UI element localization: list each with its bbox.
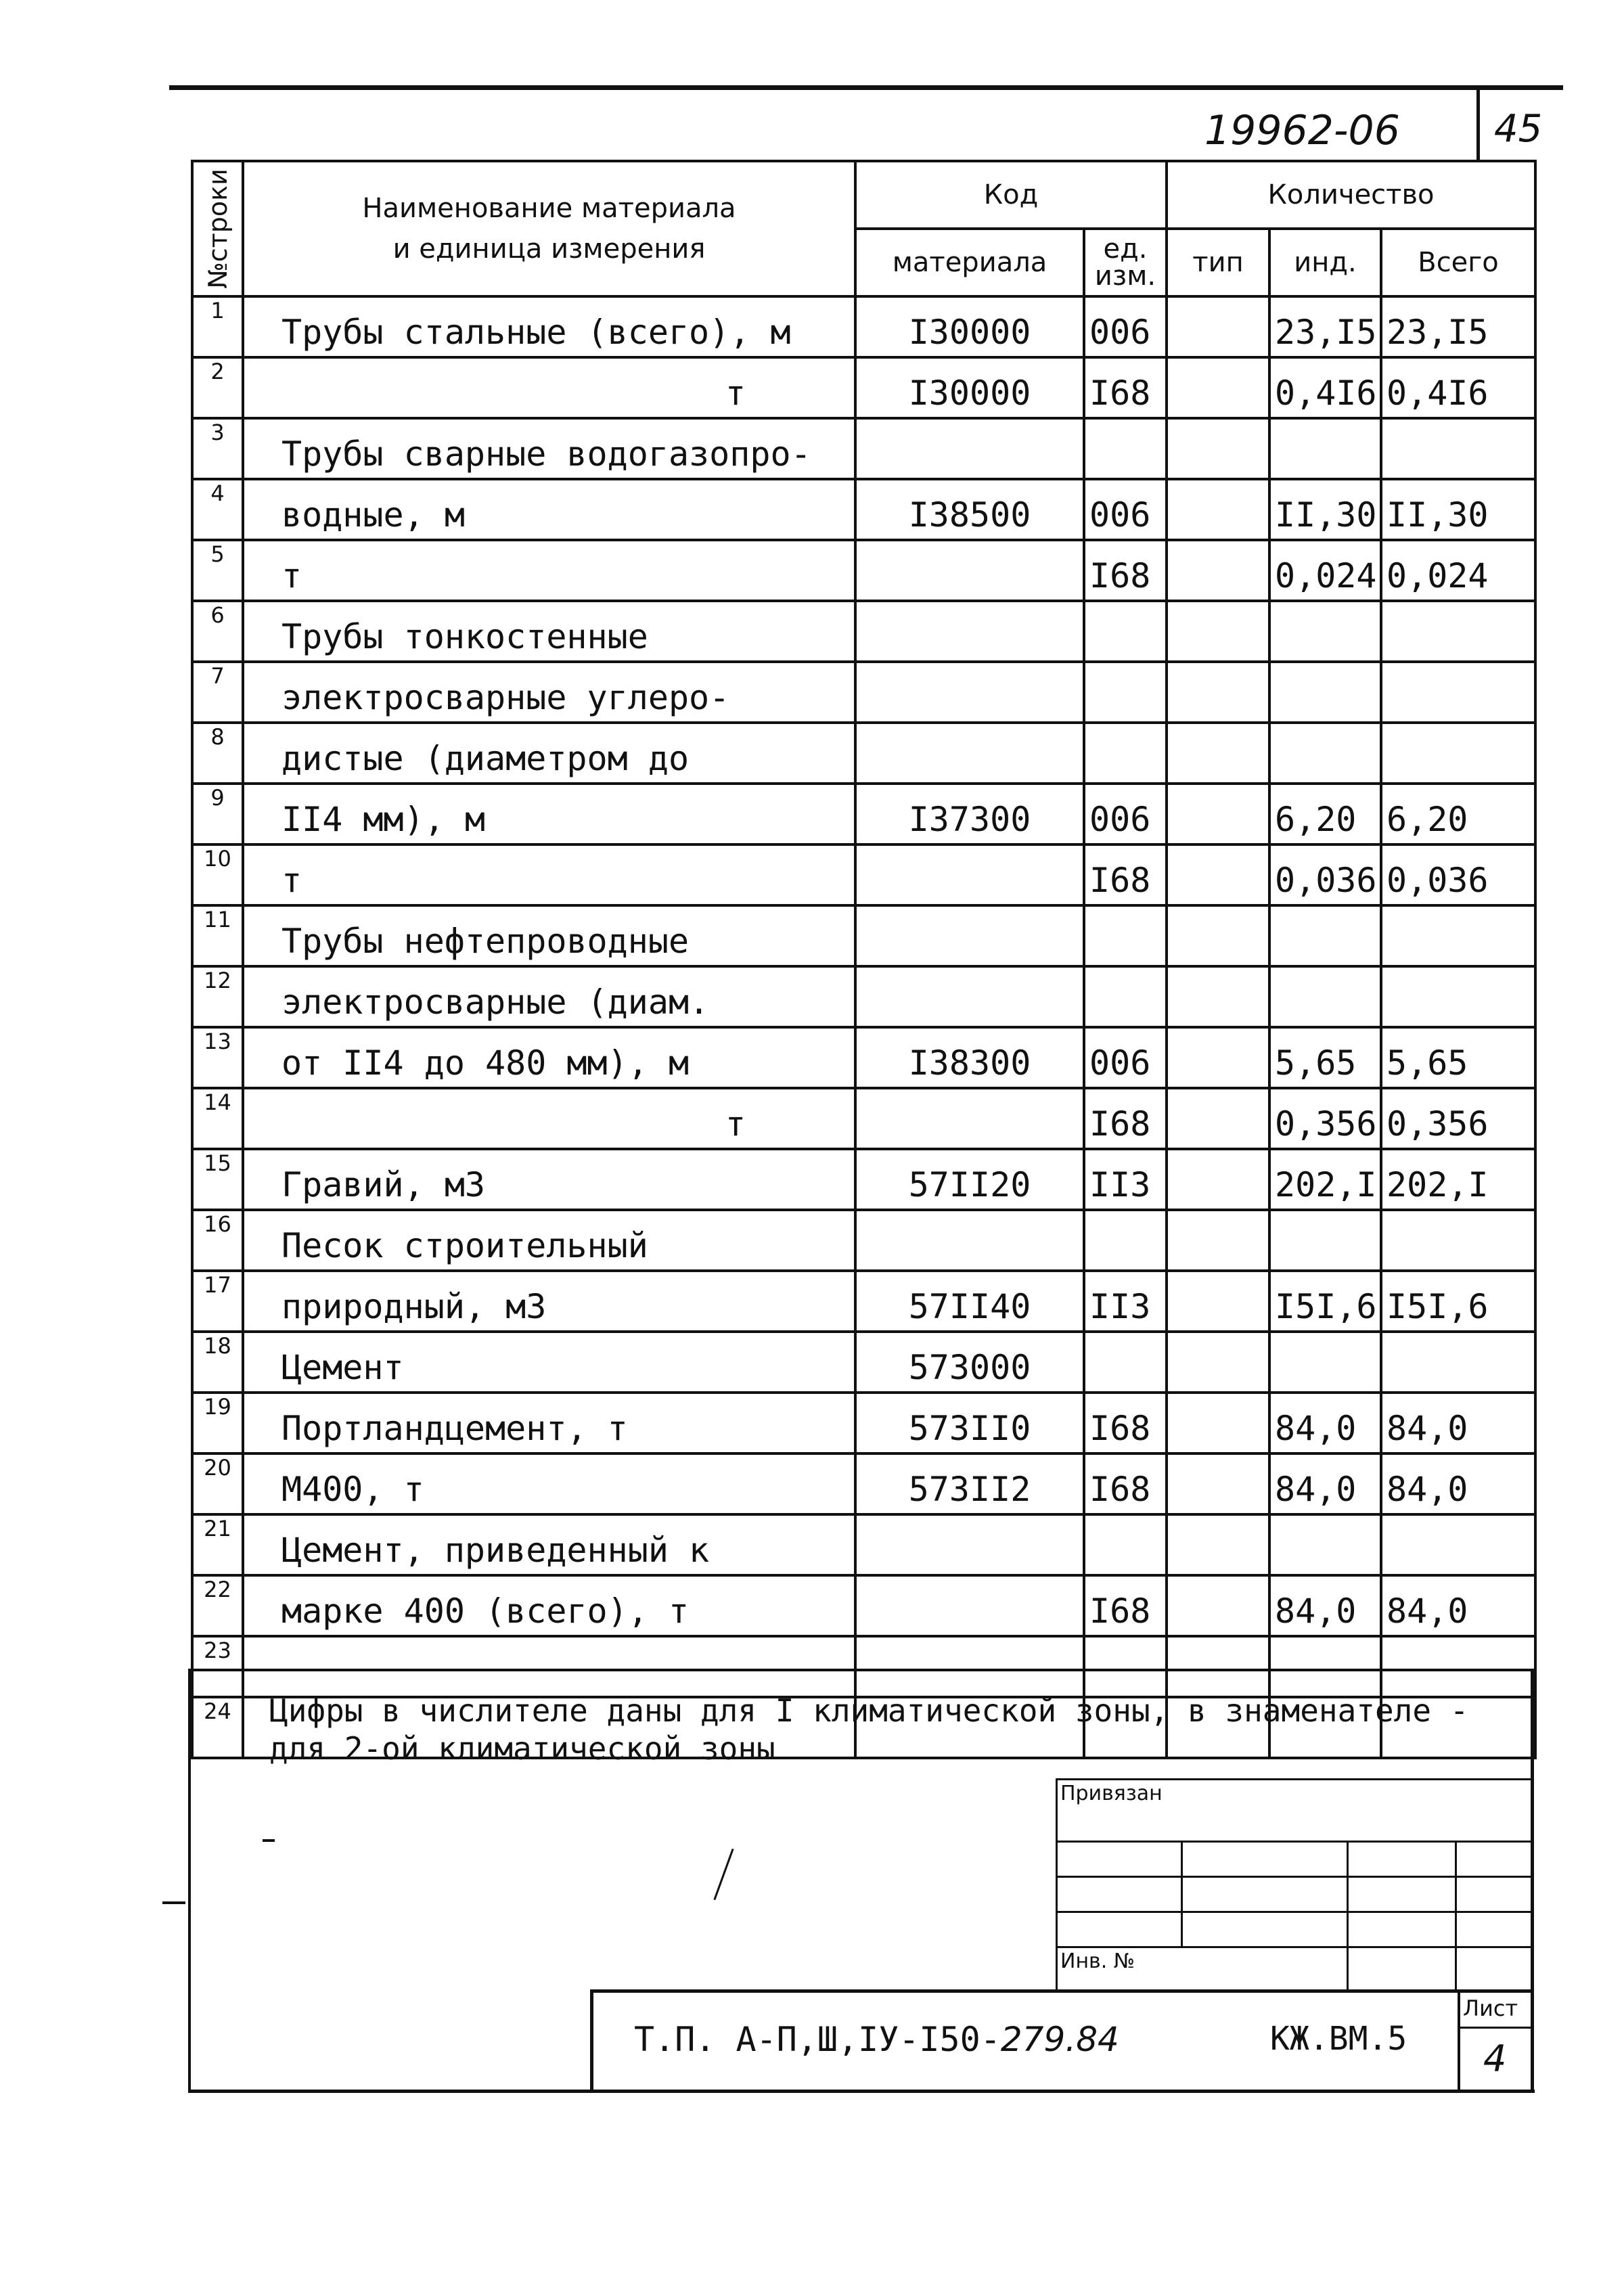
material-code-cell: 573000 [855, 1332, 1084, 1393]
ind-qty-cell: 202,I [1269, 1149, 1381, 1210]
row-number-cell: 2 [192, 357, 243, 418]
type-qty-cell [1167, 723, 1269, 784]
ind-qty-cell [1269, 1514, 1381, 1575]
title-code: КЖ.ВМ.5 [1270, 2020, 1407, 2058]
ind-qty-cell: 84,0 [1269, 1575, 1381, 1636]
total-qty-cell: II,30 [1381, 479, 1535, 540]
row-number-cell: 6 [192, 601, 243, 662]
material-code-cell [855, 966, 1084, 1027]
unit-code-cell: I68 [1084, 357, 1167, 418]
climate-zone-note: Цифры в числителе даны для I климатической зоны, в знаменателе - для 2-ой климатической зоны [269, 1692, 1469, 1767]
table-row [192, 418, 1535, 479]
ind-qty-cell: 0,024 [1269, 540, 1381, 601]
type-qty-cell [1167, 844, 1269, 905]
inventory-number-label: Инв. № [1057, 1947, 1348, 1991]
materials-table [191, 160, 1537, 1759]
material-name-cell: дистые (диаметром до [243, 723, 855, 784]
ind-qty-cell: 6,20 [1269, 784, 1381, 844]
material-name-cell: Гравий, м3 [243, 1149, 855, 1210]
total-qty-cell: 0,4I6 [1381, 357, 1535, 418]
total-qty-cell: 0,024 [1381, 540, 1535, 601]
table-row [192, 1088, 1535, 1149]
material-code-cell [855, 540, 1084, 601]
total-qty-cell: I5I,6 [1381, 1271, 1535, 1332]
total-header: Всего [1381, 229, 1535, 296]
ind-qty-cell: 5,65 [1269, 1027, 1381, 1088]
unit-code-cell: I68 [1084, 540, 1167, 601]
top-border-line [169, 85, 1563, 90]
material-code-cell: I37300 [855, 784, 1084, 844]
bound-label: Привязан [1057, 1780, 1532, 1842]
row-number-cell: 22 [192, 1575, 243, 1636]
table-row [192, 479, 1535, 540]
unit-code-cell: I68 [1084, 1088, 1167, 1149]
table-row [192, 540, 1535, 601]
table-row [192, 662, 1535, 723]
ind-qty-cell: 0,356 [1269, 1088, 1381, 1149]
total-qty-cell: 5,65 [1381, 1027, 1535, 1088]
type-header: тип [1167, 229, 1269, 296]
archive-sheet-number: 45 [1494, 107, 1543, 151]
table-row [192, 1332, 1535, 1393]
material-name-cell: Песок строительный [243, 1210, 855, 1271]
row-number-cell: 15 [192, 1149, 243, 1210]
ind-qty-cell: 84,0 [1269, 1453, 1381, 1514]
material-code-cell: I38300 [855, 1027, 1084, 1088]
ind-qty-cell: 23,I5 [1269, 296, 1381, 357]
material-code-cell [855, 662, 1084, 723]
ind-qty-cell: II,30 [1269, 479, 1381, 540]
notes-frame-top [188, 1669, 1535, 1671]
row-number-cell: 24 [192, 1697, 243, 1758]
table-row [192, 357, 1535, 418]
unit-code-cell [1084, 966, 1167, 1027]
unit-code-cell [1084, 1636, 1167, 1697]
ind-qty-cell [1269, 662, 1381, 723]
type-qty-cell [1167, 1393, 1269, 1453]
material-name-cell: Цемент [243, 1332, 855, 1393]
type-qty-cell [1167, 1027, 1269, 1088]
total-qty-cell [1381, 1210, 1535, 1271]
table-row [192, 1149, 1535, 1210]
unit-header: ед. изм. [1084, 229, 1167, 296]
material-name-cell: т [243, 357, 855, 418]
total-qty-cell [1381, 905, 1535, 966]
material-code-cell [855, 723, 1084, 784]
ind-qty-cell [1269, 418, 1381, 479]
material-code-cell [855, 1088, 1084, 1149]
material-code-cell: 57II40 [855, 1271, 1084, 1332]
total-qty-cell: 6,20 [1381, 784, 1535, 844]
ind-qty-cell [1269, 905, 1381, 966]
material-name-cell: Трубы сварные водогазопро- [243, 418, 855, 479]
row-number-cell: 18 [192, 1332, 243, 1393]
material-name-cell: т [243, 540, 855, 601]
unit-code-cell: 006 [1084, 479, 1167, 540]
sheet-box-divider [1460, 2027, 1533, 2029]
row-number-cell: 23 [192, 1636, 243, 1697]
row-number-cell: 13 [192, 1027, 243, 1088]
row-number-cell: 4 [192, 479, 243, 540]
unit-code-cell [1084, 905, 1167, 966]
material-code-cell: I38500 [855, 479, 1084, 540]
document-number: 19962-06 [1204, 107, 1400, 154]
material-code-cell [855, 844, 1084, 905]
type-qty-cell [1167, 418, 1269, 479]
material-name-cell [243, 1636, 855, 1697]
type-qty-cell [1167, 296, 1269, 357]
material-name-cell: водные, м [243, 479, 855, 540]
total-qty-cell: 84,0 [1381, 1393, 1535, 1453]
table-row [192, 844, 1535, 905]
table-row [192, 905, 1535, 966]
table-row [192, 723, 1535, 784]
unit-code-cell: 006 [1084, 1027, 1167, 1088]
table-row [192, 1027, 1535, 1088]
total-qty-cell: 84,0 [1381, 1453, 1535, 1514]
binding-stamp [1056, 1778, 1533, 1991]
material-name-cell: М400, т [243, 1453, 855, 1514]
material-code-cell: 57II20 [855, 1149, 1084, 1210]
scan-mark [263, 1839, 275, 1842]
type-qty-cell [1167, 601, 1269, 662]
ind-qty-cell: 0,4I6 [1269, 357, 1381, 418]
material-code-cell: I30000 [855, 357, 1084, 418]
material-name-cell: марке 400 (всего), т [243, 1575, 855, 1636]
ind-qty-cell [1269, 1332, 1381, 1393]
total-qty-cell [1381, 1332, 1535, 1393]
type-qty-cell [1167, 1636, 1269, 1697]
type-qty-cell [1167, 1514, 1269, 1575]
type-qty-cell [1167, 1575, 1269, 1636]
row-number-cell: 11 [192, 905, 243, 966]
material-name-cell: т [243, 844, 855, 905]
title-designation: Т.П. А-П,Ш,IУ-I50-279.84 [634, 2020, 1119, 2059]
row-number-cell: 19 [192, 1393, 243, 1453]
total-qty-cell: 0,036 [1381, 844, 1535, 905]
row-number-cell: 8 [192, 723, 243, 784]
code-group-header: Код [855, 161, 1167, 229]
unit-code-cell [1084, 418, 1167, 479]
unit-code-cell [1084, 662, 1167, 723]
type-qty-cell [1167, 966, 1269, 1027]
ind-qty-cell [1269, 1210, 1381, 1271]
table-row [192, 296, 1535, 357]
material-name-header: Наименование материала и единица измерения [243, 161, 855, 296]
total-qty-cell [1381, 601, 1535, 662]
total-qty-cell [1381, 1636, 1535, 1697]
table-row [192, 601, 1535, 662]
unit-code-cell: I68 [1084, 1575, 1167, 1636]
unit-code-cell [1084, 1514, 1167, 1575]
sheet-box [1458, 1993, 1533, 2093]
total-qty-cell [1381, 966, 1535, 1027]
material-code-cell [855, 1636, 1084, 1697]
total-qty-cell [1381, 723, 1535, 784]
material-name-cell: II4 мм), м [243, 784, 855, 844]
sheet-value: 4 [1483, 2037, 1507, 2080]
scan-mark [162, 1901, 185, 1904]
total-qty-cell: 202,I [1381, 1149, 1535, 1210]
material-name-cell: т [243, 1088, 855, 1149]
material-code-cell [855, 1575, 1084, 1636]
unit-code-cell: I68 [1084, 844, 1167, 905]
type-qty-cell [1167, 784, 1269, 844]
quantity-group-header: Количество [1167, 161, 1535, 229]
type-qty-cell [1167, 1149, 1269, 1210]
material-name-cell: электросварные углеро- [243, 662, 855, 723]
material-name-cell: от II4 до 480 мм), м [243, 1027, 855, 1088]
designation-handwritten: 279.84 [1000, 2020, 1119, 2059]
unit-code-cell [1084, 1332, 1167, 1393]
type-qty-cell [1167, 905, 1269, 966]
type-qty-cell [1167, 479, 1269, 540]
material-name-cell: электросварные (диам. [243, 966, 855, 1027]
type-qty-cell [1167, 1088, 1269, 1149]
unit-code-cell: II3 [1084, 1149, 1167, 1210]
material-name-cell: Цемент, приведенный к [243, 1514, 855, 1575]
ind-qty-cell [1269, 966, 1381, 1027]
unit-code-cell [1084, 1210, 1167, 1271]
row-number-cell: 1 [192, 296, 243, 357]
scan-mark [713, 1849, 734, 1900]
material-code-cell: I30000 [855, 296, 1084, 357]
total-qty-cell [1381, 418, 1535, 479]
unit-code-cell [1084, 723, 1167, 784]
unit-code-cell: I68 [1084, 1393, 1167, 1453]
table-row [192, 784, 1535, 844]
title-block [590, 1989, 1534, 2093]
type-qty-cell [1167, 1271, 1269, 1332]
material-name-cell: Портландцемент, т [243, 1393, 855, 1453]
sheet-label: Лист [1463, 1995, 1518, 2021]
material-code-cell [855, 418, 1084, 479]
material-code-cell [855, 905, 1084, 966]
table-row [192, 1575, 1535, 1636]
unit-code-cell: I68 [1084, 1453, 1167, 1514]
table-row [192, 1636, 1535, 1697]
row-number-cell: 20 [192, 1453, 243, 1514]
row-number-cell: 17 [192, 1271, 243, 1332]
material-code-cell: 573II2 [855, 1453, 1084, 1514]
material-name-cell: Трубы нефтепроводные [243, 905, 855, 966]
total-qty-cell [1381, 662, 1535, 723]
row-number-cell: 9 [192, 784, 243, 844]
material-code-header: материала [855, 229, 1084, 296]
type-qty-cell [1167, 1210, 1269, 1271]
total-qty-cell: 84,0 [1381, 1575, 1535, 1636]
ind-qty-cell [1269, 601, 1381, 662]
ind-qty-cell [1269, 723, 1381, 784]
material-code-cell [855, 1210, 1084, 1271]
header-separator [1476, 85, 1480, 160]
table-row [192, 1453, 1535, 1514]
unit-code-cell: II3 [1084, 1271, 1167, 1332]
unit-code-cell: 006 [1084, 296, 1167, 357]
material-name-cell: Трубы тонкостенные [243, 601, 855, 662]
row-number-cell: 21 [192, 1514, 243, 1575]
table-row [192, 1393, 1535, 1453]
row-number-cell: 10 [192, 844, 243, 905]
total-qty-cell: 0,356 [1381, 1088, 1535, 1149]
total-qty-cell: 23,I5 [1381, 296, 1535, 357]
type-qty-cell [1167, 1332, 1269, 1393]
material-code-cell [855, 601, 1084, 662]
table-row [192, 1210, 1535, 1271]
table-row [192, 1271, 1535, 1332]
unit-code-cell: 006 [1084, 784, 1167, 844]
row-number-cell: 7 [192, 662, 243, 723]
table-row [192, 1514, 1535, 1575]
notes-frame-left [188, 1671, 191, 2091]
material-code-cell: 573II0 [855, 1393, 1084, 1453]
row-number-cell: 5 [192, 540, 243, 601]
type-qty-cell [1167, 357, 1269, 418]
total-qty-cell [1381, 1514, 1535, 1575]
row-number-cell: 12 [192, 966, 243, 1027]
ind-qty-cell: 0,036 [1269, 844, 1381, 905]
type-qty-cell [1167, 1453, 1269, 1514]
row-number-cell: 16 [192, 1210, 243, 1271]
type-qty-cell [1167, 540, 1269, 601]
row-number-header: №строки [192, 161, 243, 296]
ind-qty-cell: 84,0 [1269, 1393, 1381, 1453]
material-code-cell [855, 1514, 1084, 1575]
material-name-cell: Трубы стальные (всего), м [243, 296, 855, 357]
ind-header: инд. [1269, 229, 1381, 296]
row-number-cell: 14 [192, 1088, 243, 1149]
row-number-cell: 3 [192, 418, 243, 479]
ind-qty-cell: I5I,6 [1269, 1271, 1381, 1332]
unit-code-cell [1084, 601, 1167, 662]
type-qty-cell [1167, 662, 1269, 723]
ind-qty-cell [1269, 1636, 1381, 1697]
table-row [192, 966, 1535, 1027]
material-name-cell: природный, м3 [243, 1271, 855, 1332]
